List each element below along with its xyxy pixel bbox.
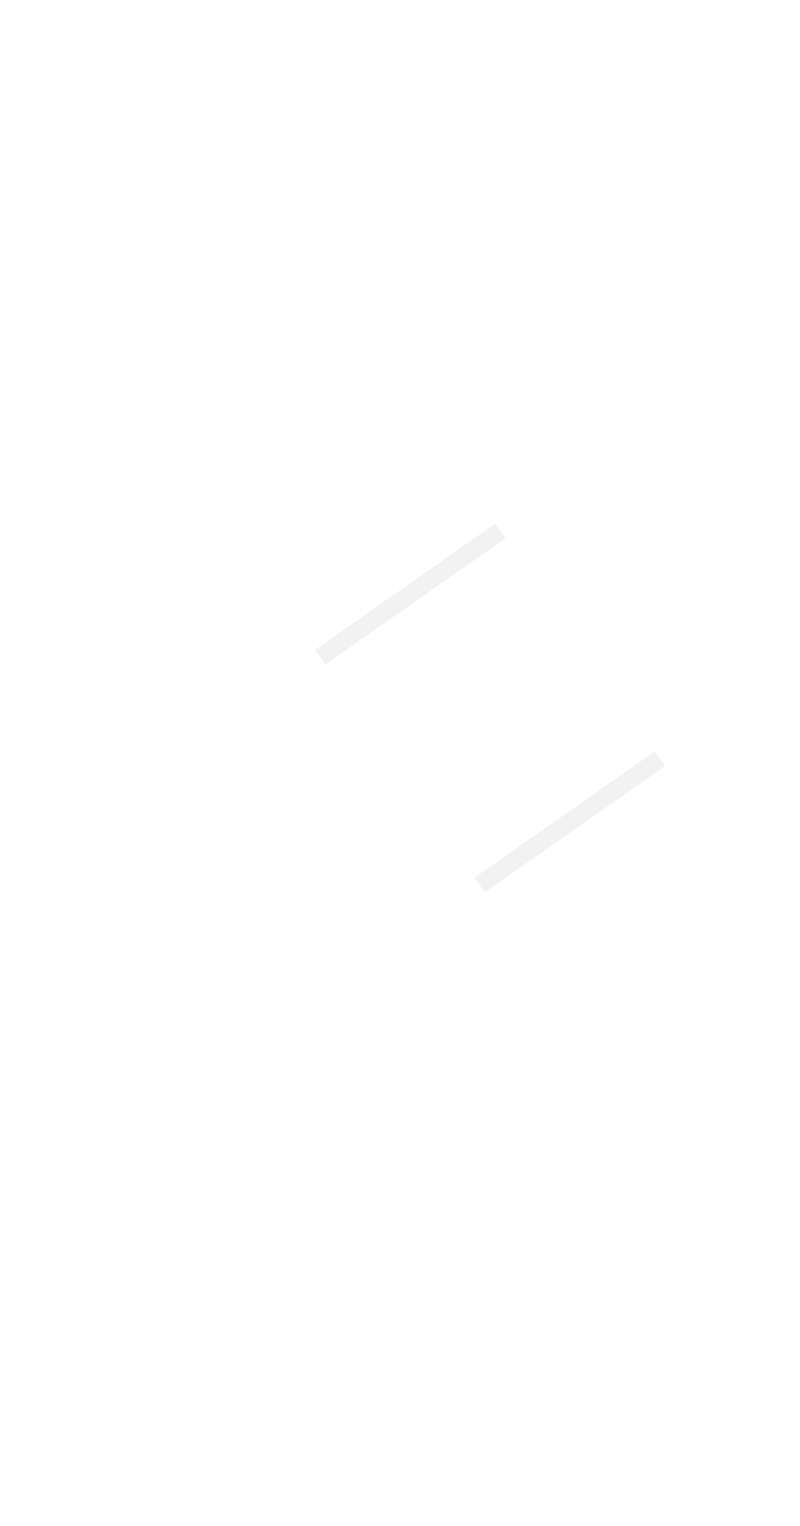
- watermark: [315, 524, 665, 893]
- download-prompt[interactable]: [0, 1428, 800, 1468]
